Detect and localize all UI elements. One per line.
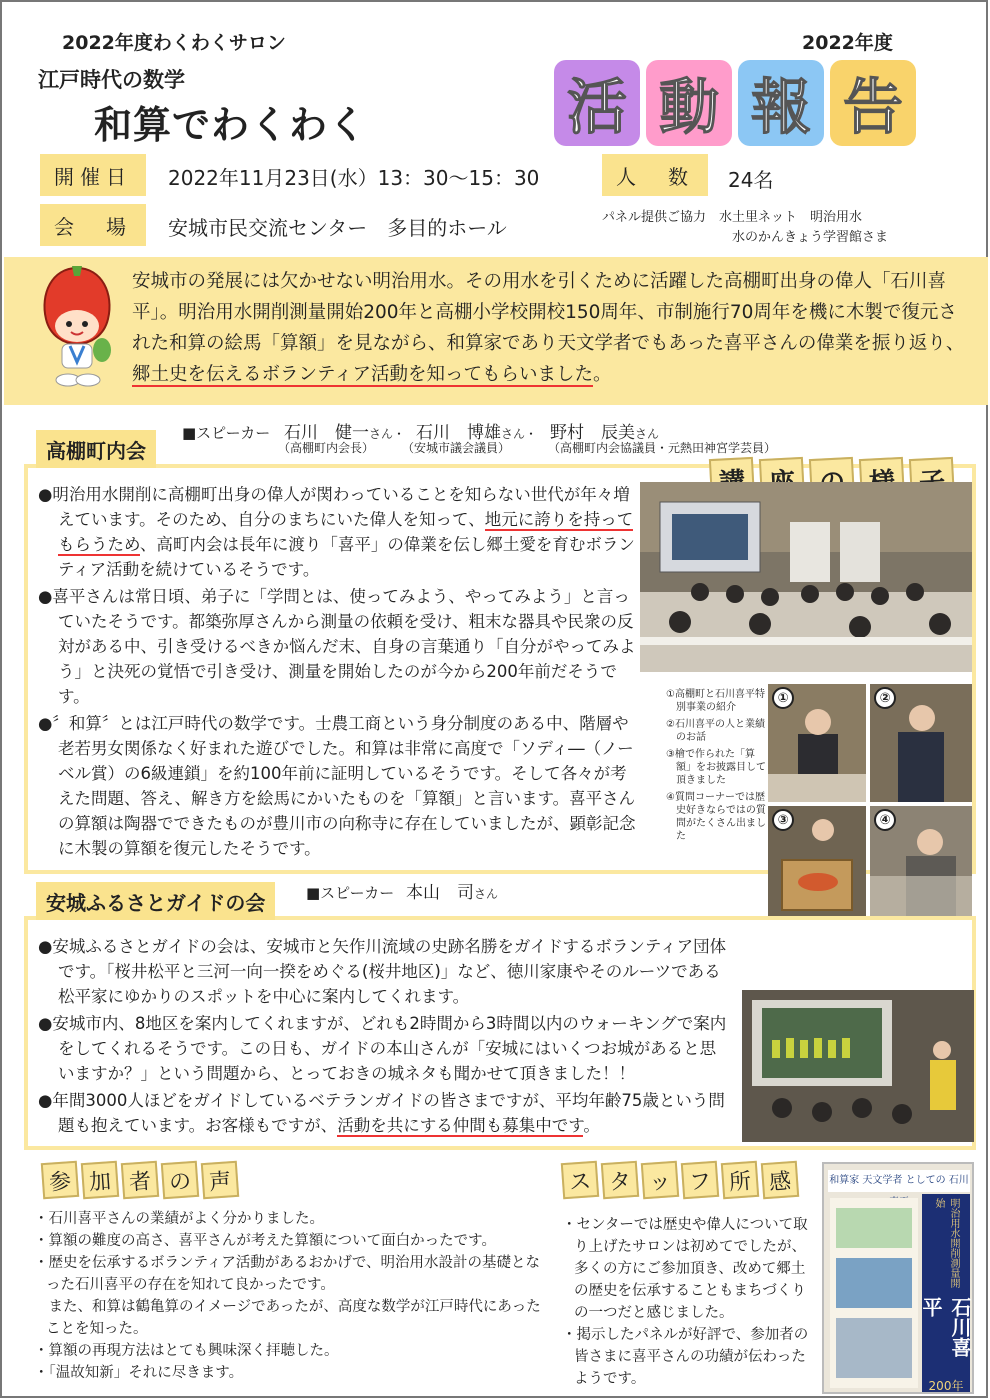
staff-title-char: 所 [721, 1161, 759, 1199]
guide-speaker-suffix: さん [474, 887, 499, 901]
staff-item: ・センターでは歴史や偉人について取り上げたサロンは初めてでしたが、多くの方にご参加頂き、改めて郷土の歴史を伝承することもまちづくりの一つだと感じました。 [562, 1217, 808, 1321]
speaker-1-role: （高棚町内会長） [278, 441, 375, 455]
staff-list [562, 1214, 818, 1390]
banner-char: 告 [830, 60, 916, 146]
intro-text-end: 。 [593, 364, 612, 385]
guide-bullets [38, 934, 738, 1140]
voice-item: ・石川喜平さんの業績がよく分かりました。 [34, 1211, 324, 1227]
caption-3: ③檜で作られた「算額」をお披露目して頂きました [666, 749, 766, 786]
caption-1: ①高棚町と石川喜平特別事業の紹介 [666, 689, 765, 713]
bullet-1-text: ●明治用水開削に高棚町出身の偉人が関わっていることを知らない世代が年々増えています。そのため、自分のまちにいた偉人を知って、 [38, 485, 630, 529]
guide-talk-photo [742, 990, 974, 1142]
staff-title-char: ッ [641, 1161, 679, 1199]
photo-badge-1: ① [772, 687, 794, 709]
panel-poster-block [836, 1318, 912, 1378]
panel-poster [830, 1198, 918, 1388]
voice-item: ・歴史を伝承するボランティア活動があるおかげで、明治用水設計の基礎となった石川喜平の存在を知れて良かったです。 [34, 1255, 541, 1293]
guide-bullet-3-emphasis: 活動を共にする仲間も募集中です [337, 1116, 584, 1135]
voice-item: また、和算は鶴亀算のイメージであったが、高度な数学が江戸時代にあったことを知った。 [34, 1299, 541, 1337]
voice-item: ・算額の再現方法はとても興味深く拝聴した。 [34, 1343, 339, 1359]
intro-text-main: 安城市の発展には欠かせない明治用水。その用水を引くために活躍した高棚町出身の偉人「石川喜平」。明治用水開削測量開始200年と高棚小学校開校150周年、市制施行70周年を機に木製で復元された和算の絵馬「算額」を見ながら、和算家であり天文学者でもあった喜平さんの偉業を振り返り、 [132, 271, 965, 354]
photo-2 [870, 684, 972, 802]
guide-bullet-2: ●安城市内、8地区を案内してくれますが、どれも2時間から3時間以内のウォーキングで案内をしてくれるそうです。この日も、ガイドの本山さんが「安城にはいくつお城があると思いますか？」という問題から、とっておきの城ネタも聞かせて頂きました！！ [38, 1014, 727, 1083]
voices-title-char: 者 [121, 1161, 159, 1199]
mascot-icon [32, 264, 122, 394]
venue-value: 安城市民交流センター 多目的ホール [168, 216, 507, 240]
takatana-heading: 高棚町内会 [36, 430, 156, 468]
series-title: 2022年度わくわくサロン [62, 32, 286, 54]
staff-item: ・掲示したパネルが好評で、参加者の皆さまに喜平さんの功績が伝わったようです。 [562, 1327, 809, 1387]
speaker-label: ■スピーカー [182, 424, 271, 442]
lecture-hall-photo [640, 482, 972, 672]
venue-label: 会 場 [40, 204, 146, 246]
event-subtitle: 江戸時代の数学 [38, 68, 185, 92]
caption-2: ②石川喜平の人と業績のお話 [666, 719, 765, 743]
photo-badge-4: ④ [874, 809, 896, 831]
guide-speaker-name: 本山 司 [406, 883, 474, 903]
photo-badge-2: ② [874, 687, 896, 709]
guide-bullet-3-text-end: 。 [583, 1116, 600, 1135]
staff-title-char: ス [561, 1161, 599, 1199]
speaker-2-suffix: さん・ [501, 427, 538, 441]
speaker-1-suffix: さん・ [369, 427, 406, 441]
voices-title [42, 1162, 238, 1198]
credit-line-1: パネル提供ご協力 水土里ネット 明治用水 [602, 210, 863, 225]
staff-title [562, 1162, 798, 1198]
panel-poster-block [836, 1258, 912, 1308]
guide-heading: 安城ふるさとガイドの会 [36, 882, 275, 920]
count-value: 24名 [728, 168, 774, 192]
speaker-2-name: 石川 博雄 [416, 423, 501, 443]
photo-badge-3: ③ [772, 809, 794, 831]
guide-speaker [406, 878, 498, 903]
voice-item: ・「温故知新」それに尽きます。 [34, 1365, 244, 1381]
intro-text-emphasis: 郷土史を伝えるボランティア活動を知ってもらいました [132, 364, 594, 385]
date-value: 2022年11月23日(水）13：30〜15：30 [168, 166, 540, 190]
lecture-captions [666, 688, 766, 847]
bullet-1-text-end: 、高町内会は長年に渡り「喜平」の偉業を伝し郷土愛を育むボランティア活動を続けているそうです。 [58, 535, 635, 579]
bullet-3: ●〞和算〞とは江戸時代の数学です。士農工商という身分制度のある中、階層や老若男女関係なく好まれた遊びでした。和算は非常に高度で「ソディ―（ノーベル賞）の6級連鎖」を約100年前に証明しているそうです。そして各々が考えた問題、答え、解き方を絵馬にかいたものを「算額」と言います。喜平さんの算額は陶器でできたものが豊川市の向称寺に存在していましたが、顕彰記念に木製の算額を復元したそうです。 [38, 714, 636, 858]
speaker-2-role: （安城市議会議員） [402, 441, 511, 455]
guide-bullet-3-text: ●年間3000人ほどをガイドしているベテランガイドの皆さまですが、平均年齢75歳という問題も抱えています。お客様もですが、 [38, 1091, 725, 1135]
count-label: 人 数 [602, 154, 708, 196]
takatana-bullets [38, 482, 636, 863]
event-title: 和算でわくわく [94, 103, 368, 147]
photo-3 [768, 806, 866, 918]
staff-title-char: フ [681, 1161, 719, 1199]
activity-report-banner [554, 60, 916, 146]
voices-list [34, 1208, 554, 1384]
photo-4 [870, 806, 972, 918]
panel-vertical-2: 石川喜平 [919, 1297, 972, 1357]
guide-bullet-3 [38, 1088, 738, 1138]
panel-photo [822, 1162, 974, 1394]
voices-title-char: 参 [41, 1161, 79, 1199]
speaker-3-name: 野村 辰美 [550, 423, 635, 443]
date-label: 開催日 [40, 154, 146, 196]
voices-title-char: 声 [201, 1161, 239, 1199]
banner-char: 動 [646, 60, 732, 146]
voice-item: ・算額の難度の高さ、喜平さんが考えた算額について面白かったです。 [34, 1233, 496, 1249]
photo-1 [768, 684, 866, 802]
speaker-3-role: （高棚町内会協議員・元熱田神宮学芸員） [548, 441, 777, 455]
speaker-1-name: 石川 健一 [284, 423, 369, 443]
panel-vertical-1: 明治用水開削測量開始 [933, 1198, 959, 1288]
banner-char: 報 [738, 60, 824, 146]
intro-text [132, 266, 972, 390]
fiscal-year: 2022年度 [802, 32, 893, 54]
credit-line-2: 水のかんきょう学習館さま [732, 230, 889, 245]
bullet-1 [38, 482, 636, 582]
panel-banner [919, 1194, 972, 1394]
caption-4: ④質問コーナーでは歴史好きならではの質問がたくさん出ました [666, 792, 766, 842]
panel-poster-block [836, 1208, 912, 1248]
bullet-1-emphasis: 地元に誇りを持ってもらうため [58, 510, 634, 554]
banner-char: 活 [554, 60, 640, 146]
bullet-2: ●喜平さんは常日頃、弟子に「学問とは、使ってみよう、やってみよう」と言っていたそうです。都築弥厚さんから測量の依頼を受け、粗末な器具や民衆の反対がある中、引き受けるべきか悩んだ末、自身の言葉通り「自分がやってみよう」と決死の覚悟で引き受け、測量を開始したのが今から200年前だそうです。 [38, 587, 636, 706]
voices-title-char: 加 [81, 1161, 119, 1199]
voices-title-char: の [161, 1161, 199, 1199]
panel-vertical-3: 200年 [928, 1379, 964, 1393]
guide-bullet-1: ●安城ふるさとガイドの会は、安城市と矢作川流域の史跡名勝をガイドするボランティア団体です。「桜井松平と三河一向一揆をめぐる(桜井地区)」など、徳川家康やそのルーツである松平家にゆかりのスポットを中心に案内してくれます。 [38, 937, 727, 1006]
staff-title-char: タ [601, 1161, 639, 1199]
speaker-3-suffix: さん [635, 427, 660, 441]
guide-speaker-label: ■スピーカー [306, 884, 395, 902]
staff-title-char: 感 [761, 1161, 799, 1199]
panel-top-label: 和算家 天文学者 としての 石川 [828, 1170, 970, 1192]
